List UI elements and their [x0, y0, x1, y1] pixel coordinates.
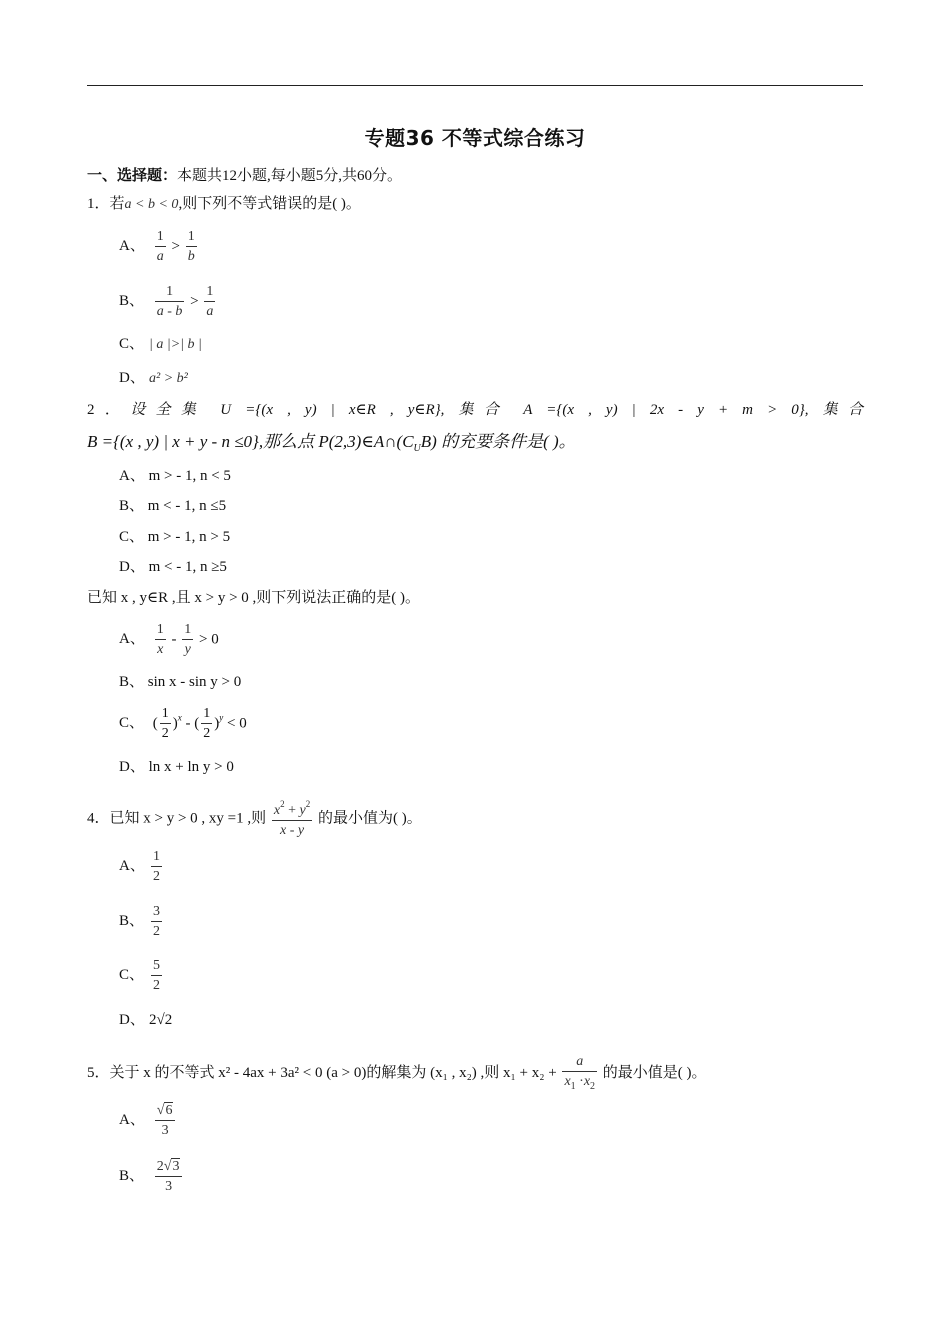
- question-2-line-2: B ={(x , y) | x + y - n ≤0},那么点 $P(2,3)\in A\cap(C_UB)$ 的充要条件是( )。: [87, 432, 576, 454]
- q3-option-c[interactable]: C、 ( $\frac{1}{2}$ )$^x$ - ( $\frac{1}{2}$ )$^y$ < 0: [119, 706, 247, 741]
- q1-option-b[interactable]: B、 $\frac{1}{a - b}$ > $\frac{1}{a}$: [119, 284, 214, 319]
- page-title: 专题36 不等式综合练习: [364, 126, 586, 150]
- q2-option-d[interactable]: D、 m < - 1, n ≥5: [119, 559, 227, 575]
- header-rule: [87, 85, 863, 86]
- q3-option-a[interactable]: A、 $\frac{1}{x}$ - $\frac{1}{y}$ > 0: [119, 622, 219, 657]
- q4-option-b[interactable]: B、 $\frac{3}{2}$: [119, 904, 160, 939]
- q5-option-b[interactable]: B、 $\frac{2√3}{3}$: [119, 1160, 184, 1194]
- question-4: 4．已知 x > y > 0 , xy =1 ,则 $\frac{x^2 + y^2}{x - y}$ 的最小值为( )。: [87, 799, 422, 838]
- q1-option-c[interactable]: C、 | a |>| b |: [119, 336, 202, 352]
- q3-option-b[interactable]: B、 sin x - sin y > 0: [119, 674, 242, 690]
- question-1: 1．若a < b < 0,则下列不等式错误的是( )。: [87, 196, 361, 212]
- q2-option-b[interactable]: B、 m < - 1, n ≤5: [119, 498, 227, 514]
- q2-option-c[interactable]: C、 m > - 1, n > 5: [119, 529, 231, 545]
- q4-option-d[interactable]: D、 2√2: [119, 1012, 173, 1028]
- q5-option-a[interactable]: A、 $\frac{√6}{3}$: [119, 1104, 177, 1138]
- question-3: 已知 x , y∈R ,且 x > y > 0 ,则下列说法正确的是( )。: [87, 590, 421, 606]
- q1-option-d[interactable]: D、 a² > b²: [119, 370, 188, 386]
- q2-option-a[interactable]: A、 m > - 1, n < 5: [119, 468, 231, 484]
- q3-option-d[interactable]: D、 ln x + ln y > 0: [119, 759, 234, 775]
- question-5: 5．关于 x 的不等式 x² - 4ax + 3a² < 0 (a > 0)的解集为 (x₁ , x₂) ,则 x₁ + x₂ + $\frac{a}{x_1 \cdot x_2}$ 的最小值是( )。: [87, 1054, 707, 1092]
- q1-option-a[interactable]: A、 $\frac{1}{a}$ > $\frac{1}{b}$: [119, 229, 195, 264]
- question-2-line-1: 2．设全集 U ={(x , y) | x∈R , y∈R}, 集合 A ={(x , y) | 2x - y + m > 0}, 集合: [87, 402, 863, 418]
- q4-option-a[interactable]: A、 $\frac{1}{2}$: [119, 849, 160, 884]
- q4-option-c[interactable]: C、 $\frac{5}{2}$: [119, 958, 160, 993]
- section-heading: 一、选择题：本题共12小题,每小题5分,共60分。: [87, 168, 403, 184]
